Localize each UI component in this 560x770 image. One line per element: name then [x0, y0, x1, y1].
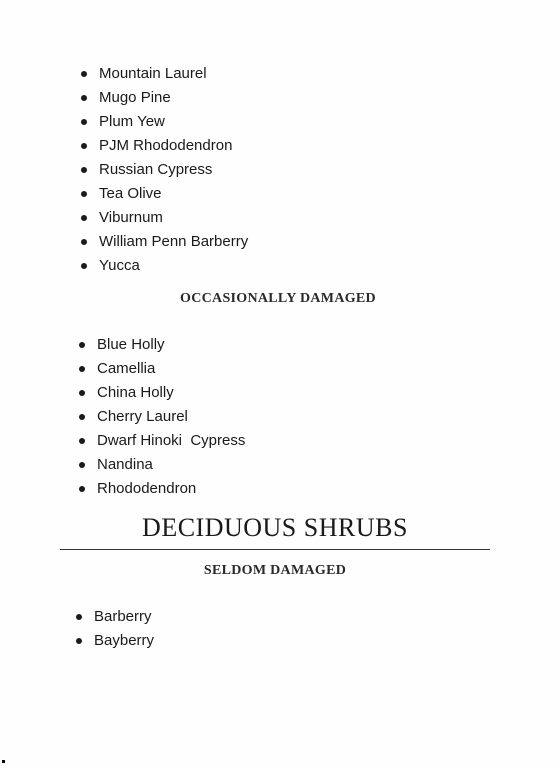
- seldom-damaged-list: [76, 605, 154, 653]
- list-item: Rhododendron: [79, 477, 245, 501]
- list-item: Plum Yew: [81, 110, 248, 134]
- list-item: China Holly: [79, 381, 245, 405]
- list-item: William Penn Barberry: [81, 230, 248, 254]
- list-item: Tea Olive: [81, 182, 248, 206]
- list-item: Bayberry: [76, 629, 154, 653]
- list-item: Cherry Laurel: [79, 405, 245, 429]
- list-item: Camellia: [79, 357, 245, 381]
- list-item: Viburnum: [81, 206, 248, 230]
- scan-artifact-mark: [2, 760, 5, 763]
- section-divider: [60, 549, 490, 550]
- list-item: Nandina: [79, 453, 245, 477]
- list-item: Blue Holly: [79, 333, 245, 357]
- list-item: Mountain Laurel: [81, 62, 248, 86]
- list-item: Barberry: [76, 605, 154, 629]
- list-item: PJM Rhododendron: [81, 134, 248, 158]
- seldom-damaged-heading: SELDOM DAMAGED: [203, 563, 347, 578]
- list-item: Dwarf Hinoki Cypress: [79, 429, 245, 453]
- deciduous-shrubs-title: DECIDUOUS SHRUBS: [142, 513, 408, 542]
- list-item: Yucca: [81, 254, 248, 278]
- evergreen-shrub-list: [81, 62, 248, 278]
- occasionally-damaged-list: [79, 333, 245, 501]
- occasionally-damaged-heading: OCCASIONALLY DAMAGED: [180, 291, 376, 306]
- list-item: Russian Cypress: [81, 158, 248, 182]
- list-item: Mugo Pine: [81, 86, 248, 110]
